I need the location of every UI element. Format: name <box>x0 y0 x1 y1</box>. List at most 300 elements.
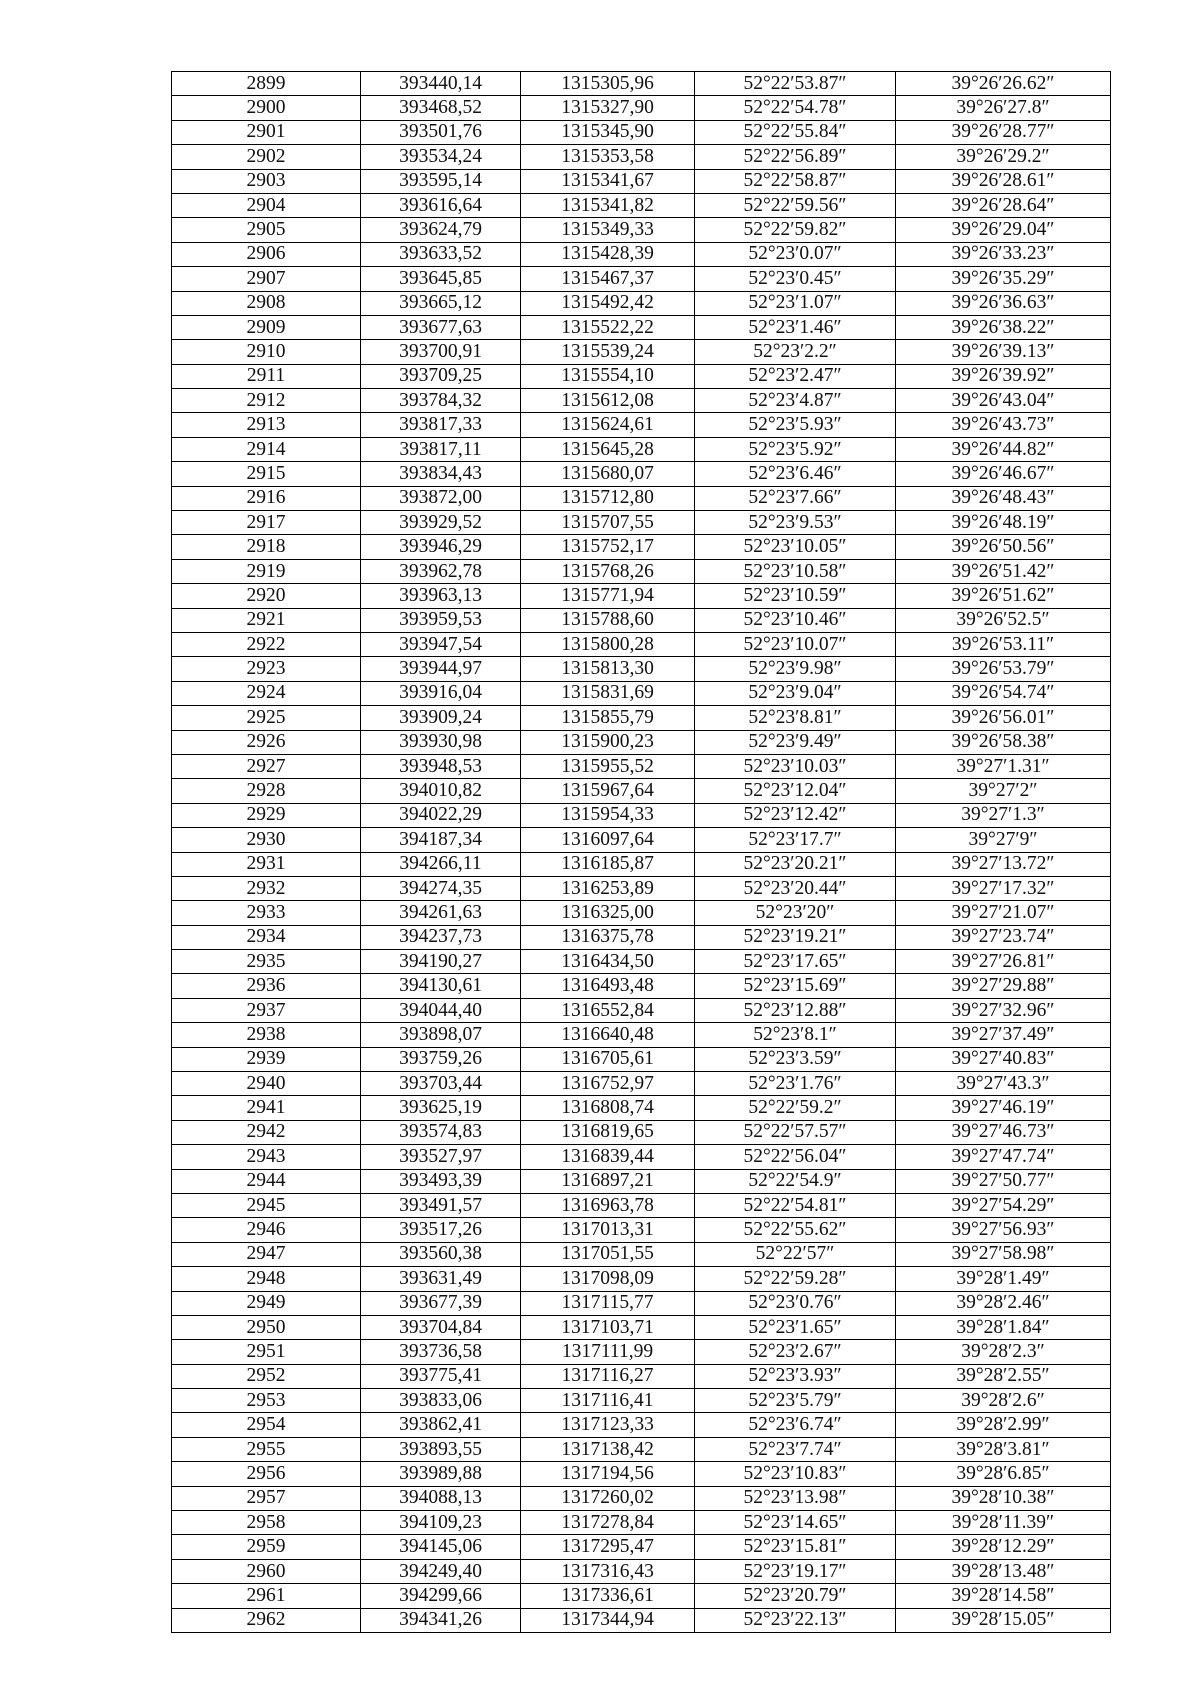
longitude-cell: 39°26′48.43″ <box>896 486 1111 510</box>
x-coordinate-cell: 393909,24 <box>361 706 521 730</box>
longitude-cell: 39°27′43.3″ <box>896 1072 1111 1096</box>
latitude-cell: 52°23′9.53″ <box>695 511 896 535</box>
x-coordinate-cell: 393989,88 <box>361 1462 521 1486</box>
table-row <box>172 193 1111 217</box>
table-row <box>172 1023 1111 1047</box>
longitude-cell: 39°26′46.67″ <box>896 462 1111 486</box>
longitude-cell: 39°28′3.81″ <box>896 1437 1111 1461</box>
table-row <box>172 1267 1111 1291</box>
table-row <box>172 1242 1111 1266</box>
y-coordinate-cell: 1316705,61 <box>521 1047 695 1071</box>
longitude-cell: 39°27′47.74″ <box>896 1145 1111 1169</box>
point-number-cell: 2957 <box>172 1486 361 1510</box>
y-coordinate-cell: 1315788,60 <box>521 608 695 632</box>
table-row <box>172 1462 1111 1486</box>
x-coordinate-cell: 393736,58 <box>361 1340 521 1364</box>
longitude-cell: 39°26′39.92″ <box>896 364 1111 388</box>
y-coordinate-cell: 1316097,64 <box>521 828 695 852</box>
latitude-cell: 52°22′54.81″ <box>695 1193 896 1217</box>
coordinates-table <box>171 71 1111 1633</box>
longitude-cell: 39°27′40.83″ <box>896 1047 1111 1071</box>
longitude-cell: 39°28′2.55″ <box>896 1364 1111 1388</box>
point-number-cell: 2938 <box>172 1023 361 1047</box>
table-row <box>172 925 1111 949</box>
point-number-cell: 2908 <box>172 291 361 315</box>
table-row <box>172 218 1111 242</box>
point-number-cell: 2946 <box>172 1218 361 1242</box>
y-coordinate-cell: 1316493,48 <box>521 974 695 998</box>
point-number-cell: 2915 <box>172 462 361 486</box>
point-number-cell: 2947 <box>172 1242 361 1266</box>
y-coordinate-cell: 1315539,24 <box>521 340 695 364</box>
y-coordinate-cell: 1317116,27 <box>521 1364 695 1388</box>
latitude-cell: 52°23′8.1″ <box>695 1023 896 1047</box>
point-number-cell: 2935 <box>172 950 361 974</box>
latitude-cell: 52°23′2.47″ <box>695 364 896 388</box>
y-coordinate-cell: 1315768,26 <box>521 559 695 583</box>
latitude-cell: 52°23′3.93″ <box>695 1364 896 1388</box>
point-number-cell: 2914 <box>172 437 361 461</box>
longitude-cell: 39°26′29.2″ <box>896 145 1111 169</box>
longitude-cell: 39°26′29.04″ <box>896 218 1111 242</box>
longitude-cell: 39°27′1.31″ <box>896 754 1111 778</box>
point-number-cell: 2953 <box>172 1389 361 1413</box>
y-coordinate-cell: 1315467,37 <box>521 267 695 291</box>
y-coordinate-cell: 1315341,67 <box>521 169 695 193</box>
table-row <box>172 657 1111 681</box>
x-coordinate-cell: 393962,78 <box>361 559 521 583</box>
point-number-cell: 2920 <box>172 584 361 608</box>
table-row <box>172 1218 1111 1242</box>
y-coordinate-cell: 1315813,30 <box>521 657 695 681</box>
table-row <box>172 72 1111 96</box>
y-coordinate-cell: 1317013,31 <box>521 1218 695 1242</box>
point-number-cell: 2907 <box>172 267 361 291</box>
latitude-cell: 52°22′57″ <box>695 1242 896 1266</box>
y-coordinate-cell: 1317123,33 <box>521 1413 695 1437</box>
y-coordinate-cell: 1315353,58 <box>521 145 695 169</box>
point-number-cell: 2924 <box>172 681 361 705</box>
longitude-cell: 39°28′1.49″ <box>896 1267 1111 1291</box>
longitude-cell: 39°28′6.85″ <box>896 1462 1111 1486</box>
longitude-cell: 39°26′39.13″ <box>896 340 1111 364</box>
latitude-cell: 52°23′22.13″ <box>695 1608 896 1632</box>
latitude-cell: 52°23′6.74″ <box>695 1413 896 1437</box>
latitude-cell: 52°23′5.79″ <box>695 1389 896 1413</box>
longitude-cell: 39°26′43.73″ <box>896 413 1111 437</box>
table-row <box>172 1096 1111 1120</box>
point-number-cell: 2940 <box>172 1072 361 1096</box>
longitude-cell: 39°26′53.79″ <box>896 657 1111 681</box>
y-coordinate-cell: 1316640,48 <box>521 1023 695 1047</box>
latitude-cell: 52°23′1.46″ <box>695 315 896 339</box>
y-coordinate-cell: 1317138,42 <box>521 1437 695 1461</box>
y-coordinate-cell: 1317316,43 <box>521 1559 695 1583</box>
y-coordinate-cell: 1317278,84 <box>521 1511 695 1535</box>
point-number-cell: 2929 <box>172 803 361 827</box>
latitude-cell: 52°23′10.07″ <box>695 632 896 656</box>
table-row <box>172 1486 1111 1510</box>
point-number-cell: 2948 <box>172 1267 361 1291</box>
point-number-cell: 2921 <box>172 608 361 632</box>
y-coordinate-cell: 1315345,90 <box>521 120 695 144</box>
latitude-cell: 52°23′17.65″ <box>695 950 896 974</box>
longitude-cell: 39°27′13.72″ <box>896 852 1111 876</box>
latitude-cell: 52°22′57.57″ <box>695 1120 896 1144</box>
point-number-cell: 2916 <box>172 486 361 510</box>
table-row <box>172 340 1111 364</box>
point-number-cell: 2941 <box>172 1096 361 1120</box>
latitude-cell: 52°23′15.81″ <box>695 1535 896 1559</box>
x-coordinate-cell: 393440,14 <box>361 72 521 96</box>
table-row <box>172 1291 1111 1315</box>
y-coordinate-cell: 1317111,99 <box>521 1340 695 1364</box>
table-row <box>172 169 1111 193</box>
longitude-cell: 39°28′10.38″ <box>896 1486 1111 1510</box>
longitude-cell: 39°28′14.58″ <box>896 1584 1111 1608</box>
y-coordinate-cell: 1317116,41 <box>521 1389 695 1413</box>
longitude-cell: 39°26′28.61″ <box>896 169 1111 193</box>
point-number-cell: 2911 <box>172 364 361 388</box>
table-row <box>172 632 1111 656</box>
x-coordinate-cell: 393775,41 <box>361 1364 521 1388</box>
table-row <box>172 706 1111 730</box>
table-row <box>172 242 1111 266</box>
longitude-cell: 39°28′2.99″ <box>896 1413 1111 1437</box>
point-number-cell: 2949 <box>172 1291 361 1315</box>
x-coordinate-cell: 393898,07 <box>361 1023 521 1047</box>
x-coordinate-cell: 394109,23 <box>361 1511 521 1535</box>
point-number-cell: 2909 <box>172 315 361 339</box>
point-number-cell: 2900 <box>172 96 361 120</box>
table-row <box>172 779 1111 803</box>
longitude-cell: 39°27′46.73″ <box>896 1120 1111 1144</box>
longitude-cell: 39°27′37.49″ <box>896 1023 1111 1047</box>
latitude-cell: 52°23′10.83″ <box>695 1462 896 1486</box>
point-number-cell: 2903 <box>172 169 361 193</box>
x-coordinate-cell: 393963,13 <box>361 584 521 608</box>
x-coordinate-cell: 394237,73 <box>361 925 521 949</box>
y-coordinate-cell: 1317115,77 <box>521 1291 695 1315</box>
y-coordinate-cell: 1315800,28 <box>521 632 695 656</box>
x-coordinate-cell: 393834,43 <box>361 462 521 486</box>
x-coordinate-cell: 393631,49 <box>361 1267 521 1291</box>
point-number-cell: 2960 <box>172 1559 361 1583</box>
point-number-cell: 2932 <box>172 876 361 900</box>
y-coordinate-cell: 1316752,97 <box>521 1072 695 1096</box>
x-coordinate-cell: 393491,57 <box>361 1193 521 1217</box>
point-number-cell: 2899 <box>172 72 361 96</box>
y-coordinate-cell: 1315492,42 <box>521 291 695 315</box>
longitude-cell: 39°26′28.77″ <box>896 120 1111 144</box>
y-coordinate-cell: 1317336,61 <box>521 1584 695 1608</box>
table-row <box>172 413 1111 437</box>
table-row <box>172 998 1111 1022</box>
point-number-cell: 2917 <box>172 511 361 535</box>
longitude-cell: 39°26′52.5″ <box>896 608 1111 632</box>
x-coordinate-cell: 393872,00 <box>361 486 521 510</box>
table-row <box>172 291 1111 315</box>
x-coordinate-cell: 393759,26 <box>361 1047 521 1071</box>
table-row <box>172 559 1111 583</box>
table-row <box>172 462 1111 486</box>
longitude-cell: 39°26′43.04″ <box>896 389 1111 413</box>
x-coordinate-cell: 393624,79 <box>361 218 521 242</box>
longitude-cell: 39°27′46.19″ <box>896 1096 1111 1120</box>
longitude-cell: 39°27′29.88″ <box>896 974 1111 998</box>
y-coordinate-cell: 1315612,08 <box>521 389 695 413</box>
x-coordinate-cell: 393677,63 <box>361 315 521 339</box>
latitude-cell: 52°23′19.21″ <box>695 925 896 949</box>
latitude-cell: 52°23′12.42″ <box>695 803 896 827</box>
latitude-cell: 52°22′55.62″ <box>695 1218 896 1242</box>
latitude-cell: 52°23′8.81″ <box>695 706 896 730</box>
y-coordinate-cell: 1316839,44 <box>521 1145 695 1169</box>
point-number-cell: 2939 <box>172 1047 361 1071</box>
table-row <box>172 120 1111 144</box>
x-coordinate-cell: 394187,34 <box>361 828 521 852</box>
x-coordinate-cell: 394266,11 <box>361 852 521 876</box>
latitude-cell: 52°23′7.66″ <box>695 486 896 510</box>
x-coordinate-cell: 393893,55 <box>361 1437 521 1461</box>
x-coordinate-cell: 393560,38 <box>361 1242 521 1266</box>
point-number-cell: 2956 <box>172 1462 361 1486</box>
longitude-cell: 39°27′32.96″ <box>896 998 1111 1022</box>
longitude-cell: 39°27′1.3″ <box>896 803 1111 827</box>
y-coordinate-cell: 1316897,21 <box>521 1169 695 1193</box>
y-coordinate-cell: 1317194,56 <box>521 1462 695 1486</box>
y-coordinate-cell: 1315955,52 <box>521 754 695 778</box>
longitude-cell: 39°28′1.84″ <box>896 1315 1111 1339</box>
latitude-cell: 52°23′13.98″ <box>695 1486 896 1510</box>
table-row <box>172 389 1111 413</box>
point-number-cell: 2958 <box>172 1511 361 1535</box>
y-coordinate-cell: 1315522,22 <box>521 315 695 339</box>
table-row <box>172 535 1111 559</box>
table-row <box>172 315 1111 339</box>
longitude-cell: 39°26′35.29″ <box>896 267 1111 291</box>
longitude-cell: 39°28′15.05″ <box>896 1608 1111 1632</box>
point-number-cell: 2923 <box>172 657 361 681</box>
latitude-cell: 52°23′3.59″ <box>695 1047 896 1071</box>
latitude-cell: 52°23′1.07″ <box>695 291 896 315</box>
y-coordinate-cell: 1316375,78 <box>521 925 695 949</box>
x-coordinate-cell: 393501,76 <box>361 120 521 144</box>
latitude-cell: 52°22′59.2″ <box>695 1096 896 1120</box>
point-number-cell: 2918 <box>172 535 361 559</box>
y-coordinate-cell: 1315707,55 <box>521 511 695 535</box>
latitude-cell: 52°23′2.2″ <box>695 340 896 364</box>
x-coordinate-cell: 394299,66 <box>361 1584 521 1608</box>
longitude-cell: 39°27′56.93″ <box>896 1218 1111 1242</box>
x-coordinate-cell: 393704,84 <box>361 1315 521 1339</box>
longitude-cell: 39°27′54.29″ <box>896 1193 1111 1217</box>
y-coordinate-cell: 1315771,94 <box>521 584 695 608</box>
x-coordinate-cell: 393946,29 <box>361 535 521 559</box>
longitude-cell: 39°26′51.42″ <box>896 559 1111 583</box>
latitude-cell: 52°23′0.76″ <box>695 1291 896 1315</box>
x-coordinate-cell: 393517,26 <box>361 1218 521 1242</box>
longitude-cell: 39°26′58.38″ <box>896 730 1111 754</box>
latitude-cell: 52°22′59.56″ <box>695 193 896 217</box>
y-coordinate-cell: 1316434,50 <box>521 950 695 974</box>
latitude-cell: 52°23′10.03″ <box>695 754 896 778</box>
table-row <box>172 1072 1111 1096</box>
longitude-cell: 39°28′11.39″ <box>896 1511 1111 1535</box>
table-row <box>172 267 1111 291</box>
latitude-cell: 52°23′9.98″ <box>695 657 896 681</box>
x-coordinate-cell: 393959,53 <box>361 608 521 632</box>
point-number-cell: 2927 <box>172 754 361 778</box>
table-row <box>172 1437 1111 1461</box>
longitude-cell: 39°27′9″ <box>896 828 1111 852</box>
point-number-cell: 2942 <box>172 1120 361 1144</box>
longitude-cell: 39°28′13.48″ <box>896 1559 1111 1583</box>
longitude-cell: 39°26′26.62″ <box>896 72 1111 96</box>
y-coordinate-cell: 1315554,10 <box>521 364 695 388</box>
table-row <box>172 1340 1111 1364</box>
latitude-cell: 52°22′53.87″ <box>695 72 896 96</box>
table-row <box>172 901 1111 925</box>
latitude-cell: 52°23′4.87″ <box>695 389 896 413</box>
table-row <box>172 852 1111 876</box>
latitude-cell: 52°23′20.44″ <box>695 876 896 900</box>
y-coordinate-cell: 1316325,00 <box>521 901 695 925</box>
latitude-cell: 52°23′0.07″ <box>695 242 896 266</box>
table-row <box>172 1145 1111 1169</box>
longitude-cell: 39°26′51.62″ <box>896 584 1111 608</box>
latitude-cell: 52°23′5.93″ <box>695 413 896 437</box>
latitude-cell: 52°22′59.82″ <box>695 218 896 242</box>
longitude-cell: 39°26′28.64″ <box>896 193 1111 217</box>
latitude-cell: 52°23′20″ <box>695 901 896 925</box>
x-coordinate-cell: 394010,82 <box>361 779 521 803</box>
latitude-cell: 52°23′7.74″ <box>695 1437 896 1461</box>
y-coordinate-cell: 1315305,96 <box>521 72 695 96</box>
longitude-cell: 39°27′26.81″ <box>896 950 1111 974</box>
x-coordinate-cell: 394190,27 <box>361 950 521 974</box>
point-number-cell: 2955 <box>172 1437 361 1461</box>
longitude-cell: 39°26′48.19″ <box>896 511 1111 535</box>
longitude-cell: 39°26′53.11″ <box>896 632 1111 656</box>
x-coordinate-cell: 393862,41 <box>361 1413 521 1437</box>
table-row <box>172 1193 1111 1217</box>
y-coordinate-cell: 1315954,33 <box>521 803 695 827</box>
table-row <box>172 1047 1111 1071</box>
longitude-cell: 39°27′58.98″ <box>896 1242 1111 1266</box>
latitude-cell: 52°23′1.65″ <box>695 1315 896 1339</box>
table-row <box>172 437 1111 461</box>
table-row <box>172 584 1111 608</box>
x-coordinate-cell: 393527,97 <box>361 1145 521 1169</box>
latitude-cell: 52°23′20.79″ <box>695 1584 896 1608</box>
x-coordinate-cell: 393665,12 <box>361 291 521 315</box>
y-coordinate-cell: 1317260,02 <box>521 1486 695 1510</box>
latitude-cell: 52°23′6.46″ <box>695 462 896 486</box>
point-number-cell: 2945 <box>172 1193 361 1217</box>
table-row <box>172 511 1111 535</box>
y-coordinate-cell: 1316808,74 <box>521 1096 695 1120</box>
latitude-cell: 52°23′0.45″ <box>695 267 896 291</box>
table-row <box>172 1511 1111 1535</box>
table-row <box>172 486 1111 510</box>
point-number-cell: 2925 <box>172 706 361 730</box>
x-coordinate-cell: 393645,85 <box>361 267 521 291</box>
longitude-cell: 39°28′2.6″ <box>896 1389 1111 1413</box>
point-number-cell: 2951 <box>172 1340 361 1364</box>
latitude-cell: 52°23′5.92″ <box>695 437 896 461</box>
x-coordinate-cell: 393930,98 <box>361 730 521 754</box>
point-number-cell: 2944 <box>172 1169 361 1193</box>
x-coordinate-cell: 394274,35 <box>361 876 521 900</box>
point-number-cell: 2905 <box>172 218 361 242</box>
y-coordinate-cell: 1315428,39 <box>521 242 695 266</box>
x-coordinate-cell: 393833,06 <box>361 1389 521 1413</box>
x-coordinate-cell: 394022,29 <box>361 803 521 827</box>
table-row <box>172 1584 1111 1608</box>
latitude-cell: 52°23′9.49″ <box>695 730 896 754</box>
table-row <box>172 1608 1111 1632</box>
table-row <box>172 364 1111 388</box>
point-number-cell: 2937 <box>172 998 361 1022</box>
latitude-cell: 52°22′55.84″ <box>695 120 896 144</box>
x-coordinate-cell: 393944,97 <box>361 657 521 681</box>
table-row <box>172 145 1111 169</box>
point-number-cell: 2919 <box>172 559 361 583</box>
x-coordinate-cell: 393929,52 <box>361 511 521 535</box>
x-coordinate-cell: 393616,64 <box>361 193 521 217</box>
point-number-cell: 2934 <box>172 925 361 949</box>
x-coordinate-cell: 393534,24 <box>361 145 521 169</box>
point-number-cell: 2933 <box>172 901 361 925</box>
x-coordinate-cell: 393947,54 <box>361 632 521 656</box>
y-coordinate-cell: 1317098,09 <box>521 1267 695 1291</box>
longitude-cell: 39°26′33.23″ <box>896 242 1111 266</box>
table-row <box>172 730 1111 754</box>
y-coordinate-cell: 1316253,89 <box>521 876 695 900</box>
latitude-cell: 52°23′2.67″ <box>695 1340 896 1364</box>
point-number-cell: 2961 <box>172 1584 361 1608</box>
point-number-cell: 2902 <box>172 145 361 169</box>
table-row <box>172 950 1111 974</box>
longitude-cell: 39°27′23.74″ <box>896 925 1111 949</box>
latitude-cell: 52°23′10.58″ <box>695 559 896 583</box>
latitude-cell: 52°23′12.88″ <box>695 998 896 1022</box>
point-number-cell: 2906 <box>172 242 361 266</box>
point-number-cell: 2962 <box>172 1608 361 1632</box>
x-coordinate-cell: 393817,33 <box>361 413 521 437</box>
x-coordinate-cell: 394130,61 <box>361 974 521 998</box>
y-coordinate-cell: 1315752,17 <box>521 535 695 559</box>
point-number-cell: 2954 <box>172 1413 361 1437</box>
point-number-cell: 2901 <box>172 120 361 144</box>
x-coordinate-cell: 393625,19 <box>361 1096 521 1120</box>
latitude-cell: 52°23′12.04″ <box>695 779 896 803</box>
latitude-cell: 52°22′59.28″ <box>695 1267 896 1291</box>
x-coordinate-cell: 393574,83 <box>361 1120 521 1144</box>
x-coordinate-cell: 394341,26 <box>361 1608 521 1632</box>
y-coordinate-cell: 1315349,33 <box>521 218 695 242</box>
latitude-cell: 52°22′56.89″ <box>695 145 896 169</box>
point-number-cell: 2904 <box>172 193 361 217</box>
x-coordinate-cell: 393633,52 <box>361 242 521 266</box>
y-coordinate-cell: 1316963,78 <box>521 1193 695 1217</box>
y-coordinate-cell: 1315855,79 <box>521 706 695 730</box>
x-coordinate-cell: 393709,25 <box>361 364 521 388</box>
y-coordinate-cell: 1315341,82 <box>521 193 695 217</box>
point-number-cell: 2910 <box>172 340 361 364</box>
table-row <box>172 96 1111 120</box>
